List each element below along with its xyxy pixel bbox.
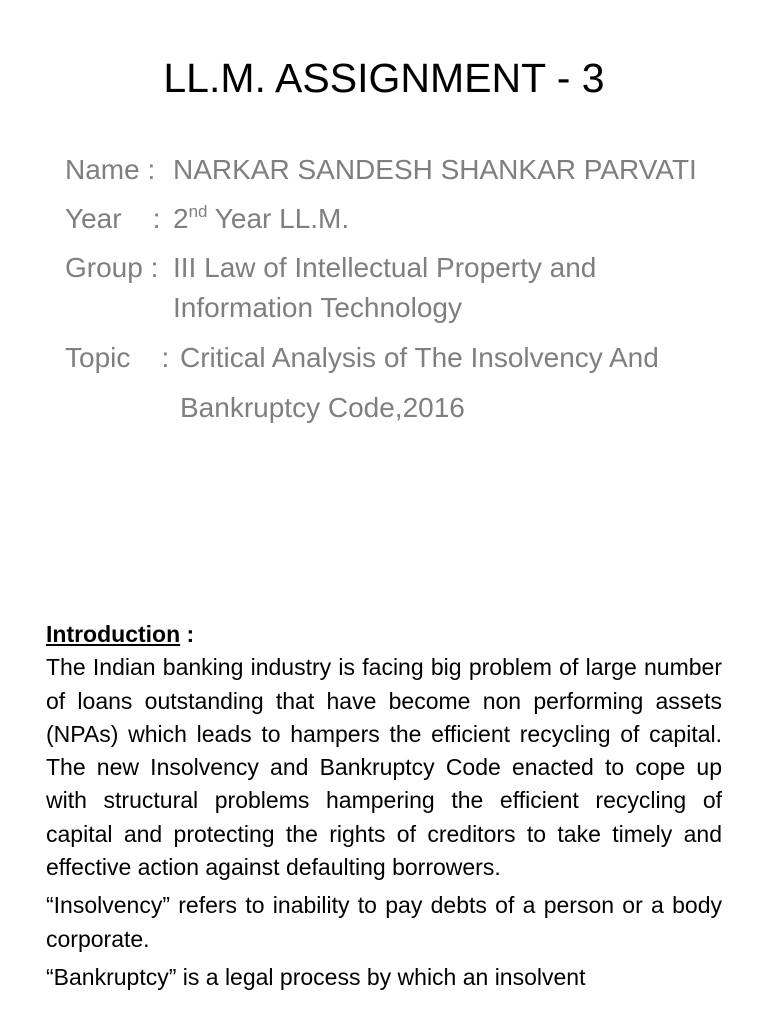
student-details	[65, 150, 755, 428]
topic-value	[180, 338, 755, 428]
paragraph-bankruptcy: “Bankruptcy” is a legal process by which an insolvent	[46, 963, 586, 990]
group-value-line-1: III Law of Intellectual Property and	[173, 252, 597, 283]
year-ordinal-suffix: nd	[188, 202, 208, 221]
name-row	[65, 150, 755, 190]
topic-row	[65, 338, 755, 428]
group-row	[65, 248, 755, 328]
introduction-heading-text: Introduction	[46, 621, 181, 647]
introduction-heading-colon: :	[180, 621, 195, 647]
introduction-section	[46, 618, 722, 994]
topic-value-line-1: Critical Analysis of The Insolvency And	[180, 342, 659, 373]
year-number: 2	[173, 203, 189, 234]
year-label: Year :	[65, 203, 169, 234]
name-value: NARKAR SANDESH SHANKAR PARVATI	[173, 154, 697, 185]
topic-value-line-2: Bankruptcy Code,2016	[180, 392, 465, 423]
group-label: Group :	[65, 252, 167, 283]
paragraph-npa: The Indian banking industry is facing big problem of large number of loans outstanding that have become non performing assets (NPAs) which leads to hampers the efficient recycling of capital. The new Insolvency and Bankruptcy Code enacted to cope up with structural problems hampering the efficient recycling of capital and protecting the rights of creditors to take timely and effective action against defaulting borrowers.	[46, 654, 722, 881]
year-row	[65, 199, 755, 239]
introduction-heading	[46, 618, 722, 651]
paragraph-insolvency: “Insolvency” refers to inability to pay debts of a person or a body corporate.	[46, 892, 722, 952]
name-label: Name :	[65, 154, 164, 185]
group-value	[173, 248, 755, 328]
topic-label: Topic :	[65, 342, 170, 373]
year-value	[173, 199, 755, 239]
page-title: LL.M. ASSIGNMENT - 3	[163, 55, 605, 101]
group-value-line-2: Information Technology	[173, 292, 462, 323]
year-text: Year LL.M.	[207, 203, 350, 234]
